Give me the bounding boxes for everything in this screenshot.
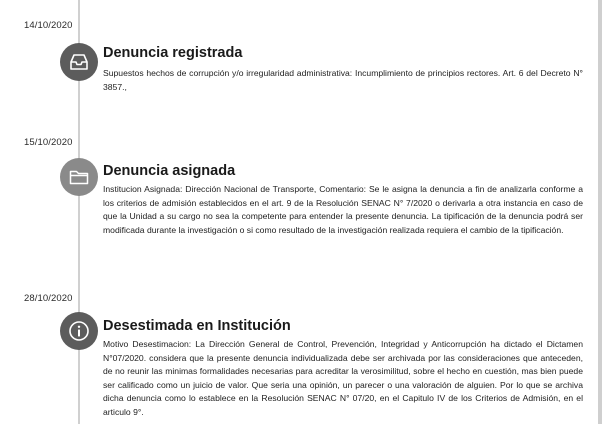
event-title: Denuncia asignada [103,163,236,179]
event-date: 14/10/2020 [24,20,73,31]
event-description: Supuestos hechos de corrupción y/o irregularidad administrativa: Incumplimiento de principios rectores. Art. 6 del Decreto N° 3857., [103,68,583,92]
event-description: Institucion Asignada: Dirección Nacional de Transporte, Comentario: Se le asigna la denuncia a fin de analizarla conforme a los criterios de admisión establecidos en el art. 9 de la Resolución SENAC N° 7/2020 o derivarla a otra instancia en caso de que la Unidad a su cargo no sea la competente para entender la presente denuncia. La tipificación de la denuncia podrá ser modificada durante la investigación o si como resultado de la investigación realizada requiera el cambio de la tipificación. [103,184,583,235]
info-icon [60,312,98,350]
event-title: Desestimada en Institución [103,318,291,334]
event-date: 28/10/2020 [24,293,73,304]
event-title: Denuncia registrada [103,45,243,61]
event-date: 15/10/2020 [24,137,73,148]
scrollbar-track[interactable] [598,0,602,424]
event-description: Motivo Desestimacion: La Dirección General de Control, Prevención, Integridad y Anticorrupción ha dictado el Dictamen N°07/2020. considera que la presente denuncia individualizada debe ser archivada por las consideraciones que anteceden, de no reunir las minimas formalidades necesarias para acreditar la verosimilitud, sobre el hecho en cuestión, mas bien puede ser calificado como un juicio de valor. Que seria una opinión, un parecer o una valoración de alguien. Por lo que se archiva dicha denuncia como lo establece en la Resolución SENAC N° 07/20, en el Capitulo IV de los Criterios de Admisión, en el articulo 9°. [103,339,583,417]
